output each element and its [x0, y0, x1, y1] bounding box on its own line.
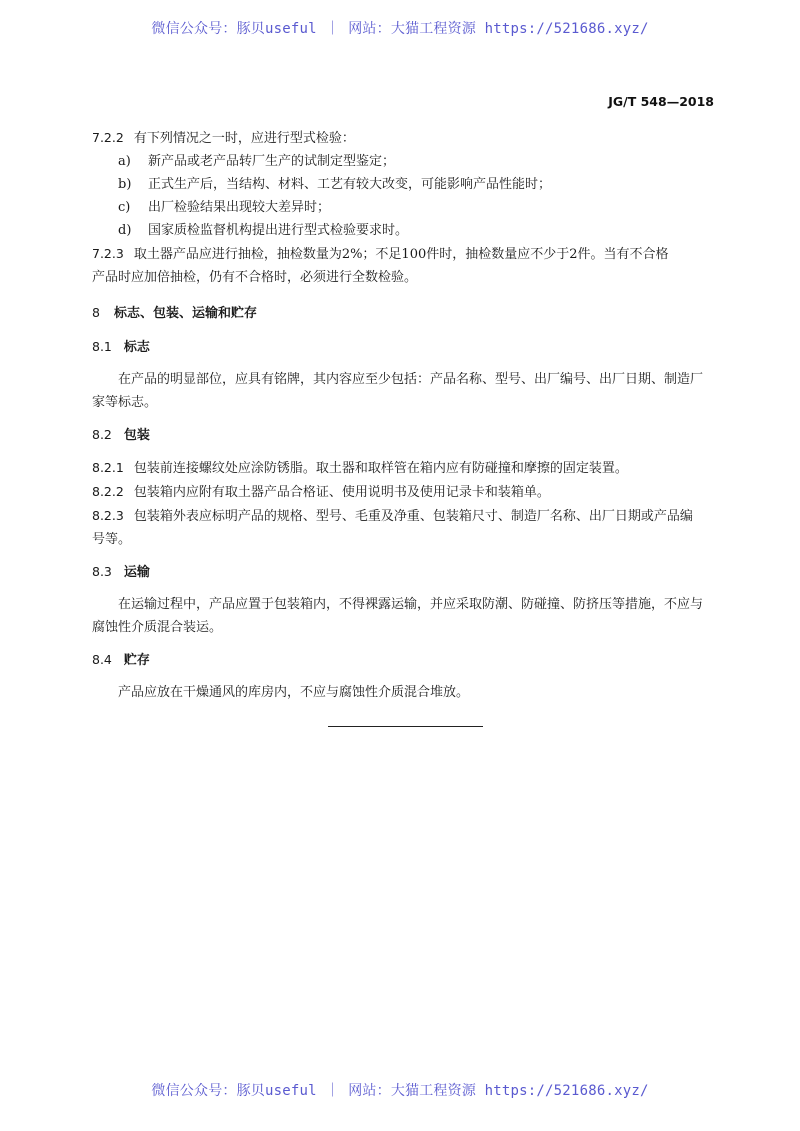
end-rule	[328, 726, 483, 727]
heading-8-4	[92, 648, 716, 672]
subsection-title: 运输	[123, 565, 150, 580]
section-8-heading	[92, 301, 716, 325]
subsection-title: 标志	[123, 340, 150, 355]
list-item	[92, 150, 716, 173]
list-text: 出厂检验结果出现较大差异时；	[148, 200, 331, 215]
watermark-top: 微信公众号：豚贝useful ｜ 网站：大猫工程资源 https://521686.xyz/	[151, 21, 649, 37]
paragraph-8-3-continued: 腐蚀性介质混合装运。	[92, 620, 223, 635]
list-marker: d)	[118, 223, 132, 238]
clause-text: 包装箱内应附有取土器产品合格证、使用说明书及使用记录卡和装箱单。	[133, 485, 550, 500]
paragraph-8-3: 在运输过程中，产品应置于包装箱内，不得裸露运输，并应采取防潮、防碰撞、防挤压等措施，不应与	[118, 597, 704, 612]
clause-number: 8.2.2	[92, 484, 124, 499]
list-marker: b)	[118, 177, 132, 192]
clause-number: 8.2.1	[92, 460, 124, 475]
heading-8-3	[92, 560, 716, 584]
subsection-number: 8.4	[92, 652, 112, 667]
list-item	[92, 219, 716, 242]
clause-text: 包装前连接螺纹处应涂防锈脂。取土器和取样管在箱内应有防碰撞和摩擦的固定装置。	[133, 461, 628, 476]
clause-number: 7.2.2	[92, 130, 124, 145]
clause-text: 有下列情况之一时，应进行型式检验：	[133, 131, 355, 146]
list-item	[92, 173, 716, 196]
paragraph-8-4: 产品应放在干燥通风的库房内，不应与腐蚀性介质混合堆放。	[118, 685, 470, 700]
list-text: 新产品或老产品转厂生产的试制定型鉴定；	[148, 154, 396, 169]
clause-number: 8.2.3	[92, 508, 124, 523]
clause-8-2-1	[92, 456, 716, 480]
section-title: 标志、包装、运输和贮存	[113, 306, 257, 321]
list-marker: c)	[118, 200, 131, 215]
document-body	[92, 126, 716, 727]
subsection-title: 包装	[123, 428, 150, 443]
watermark-bottom: 微信公众号：豚贝useful ｜ 网站：大猫工程资源 https://521686.xyz/	[151, 1083, 649, 1099]
paragraph-8-1-continued: 家等标志。	[92, 395, 158, 410]
list-marker: a)	[118, 154, 131, 169]
heading-8-2	[92, 423, 716, 447]
clause-8-2-3	[92, 504, 716, 528]
clause-text-continued: 号等。	[92, 532, 132, 547]
list-text: 国家质检监督机构提出进行型式检验要求时。	[148, 223, 409, 238]
subsection-number: 8.1	[92, 339, 112, 354]
section-number: 8	[92, 305, 100, 320]
paragraph-8-1: 在产品的明显部位，应具有铭牌，其内容应至少包括：产品名称、型号、出厂编号、出厂日期、制造厂	[118, 372, 704, 387]
clause-number: 7.2.3	[92, 246, 124, 261]
clause-7-2-3	[92, 242, 716, 266]
subsection-number: 8.2	[92, 427, 112, 442]
standard-code: JG/T 548—2018	[608, 94, 714, 109]
clause-7-2-2	[92, 126, 716, 150]
subsection-number: 8.3	[92, 564, 112, 579]
clause-8-2-2	[92, 480, 716, 504]
heading-8-1	[92, 335, 716, 359]
clause-text-continued: 产品时应加倍抽检，仍有不合格时，必须进行全数检验。	[92, 270, 418, 285]
subsection-title: 贮存	[123, 653, 150, 668]
list-item	[92, 196, 716, 219]
clause-text: 取土器产品应进行抽检，抽检数量为2%；不足100件时，抽检数量应不少于2件。当有不合格	[133, 247, 669, 262]
list-text: 正式生产后，当结构、材料、工艺有较大改变，可能影响产品性能时；	[148, 177, 552, 192]
clause-text: 包装箱外表应标明产品的规格、型号、毛重及净重、包装箱尺寸、制造厂名称、出厂日期或产品编	[133, 509, 693, 524]
